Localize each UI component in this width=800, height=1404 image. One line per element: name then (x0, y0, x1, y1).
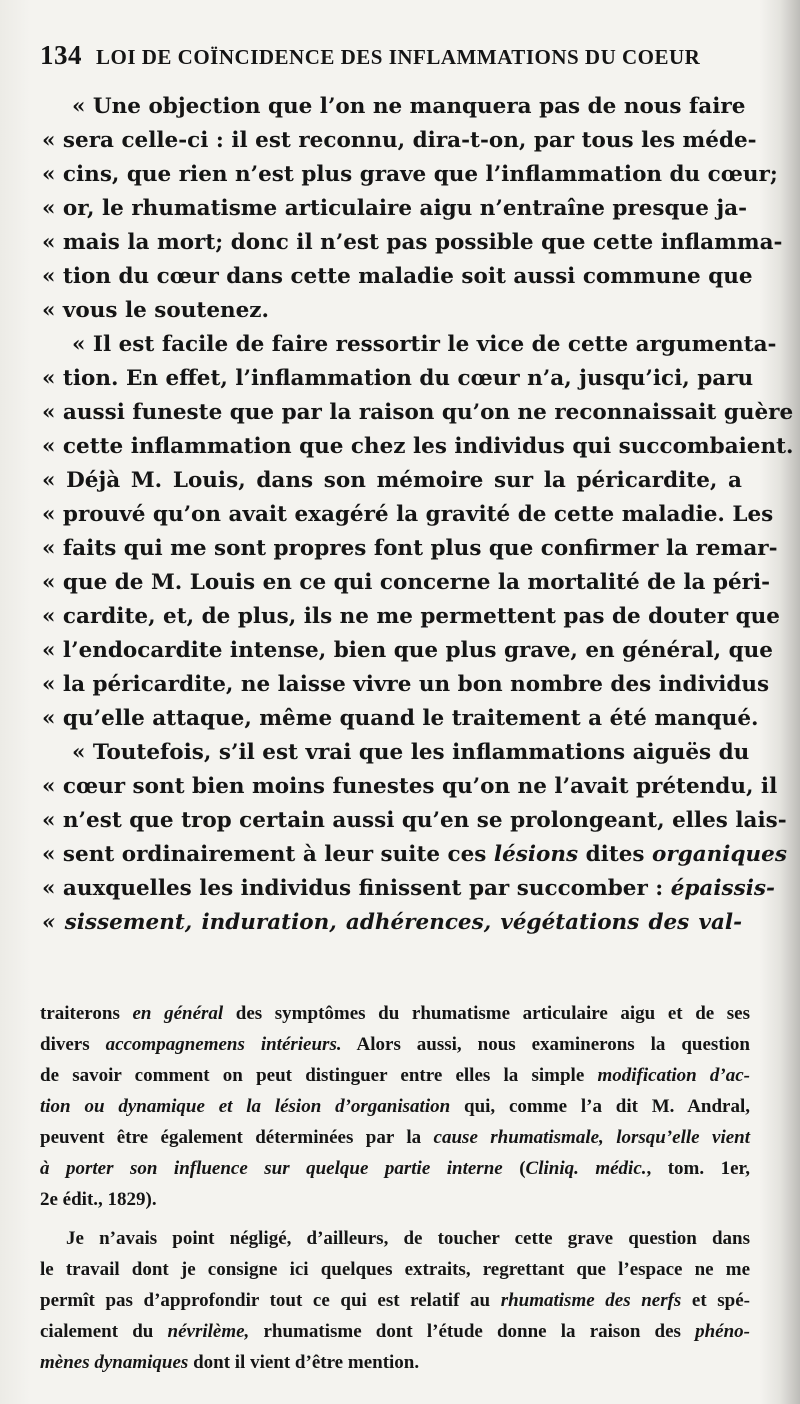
text-segment: permît pas d’approfondir tout ce qui est relatif au (40, 1290, 491, 1311)
footnote-line (40, 1285, 750, 1316)
text-line: « vous le soutenez. (42, 298, 269, 323)
text-segment: rhumatisme dont l’étude donne la raison des (263, 1321, 681, 1342)
italic-term: accompagnemens intérieurs. (105, 1034, 342, 1055)
footnote-line: Je n’avais point négligé, d’ailleurs, de toucher cette grave question dans (66, 1228, 750, 1249)
text-line: « cardite, et, de plus, ils ne me permettent pas de douter que (42, 604, 780, 629)
text-line: « tion. En effet, l’inflammation du cœur n’a, jusqu’ici, paru (42, 366, 754, 391)
text-segment: de savoir comment on peut distinguer entre elles la simple (40, 1065, 585, 1086)
italic-term: en général (132, 1003, 224, 1024)
italic-term: tion ou dynamique et la lésion d’organisation (40, 1096, 451, 1117)
text-line: « cette inflammation que chez les individus qui succombaient. (42, 434, 794, 459)
main-text (42, 90, 794, 940)
text-line: « tion du cœur dans cette maladie soit aussi commune que (42, 264, 753, 289)
italic-term: phéno- (695, 1321, 750, 1342)
text-line: « faits qui me sont propres font plus que confirmer la remar- (42, 536, 778, 561)
text-line: « Il est facile de faire ressortir le vice de cette argumenta- (72, 332, 777, 357)
text-line: « la péricardite, ne laisse vivre un bon nombre des individus (42, 672, 770, 697)
text-line: « Toutefois, s’il est vrai que les inflammations aiguës du (72, 740, 750, 765)
italic-term: lésions (493, 842, 579, 867)
text-line: « or, le rhumatisme articulaire aigu n’entraîne presque ja- (42, 196, 747, 221)
text-line: « prouvé qu’on avait exagéré la gravité de cette maladie. Les (42, 502, 774, 527)
text-line: « sera celle-ci : il est reconnu, dira-t-on, par tous les méde- (42, 128, 757, 153)
text-segment: « sent ordinairement à leur suite ces (42, 842, 487, 867)
footnote-line (40, 1347, 750, 1378)
text-segment: divers (40, 1034, 90, 1055)
text-segment: , tom. 1er, (646, 1158, 750, 1179)
text-segment: qui, comme l’a dit M. Andral, (464, 1096, 751, 1117)
footnote-line (40, 1029, 750, 1060)
text-segment: Alors aussi, nous examinerons la question (356, 1034, 751, 1055)
footnote-line: le travail dont je consigne ici quelques extraits, regrettant que l’espace ne me (40, 1259, 750, 1280)
running-title: LOI DE COÏNCIDENCE DES INFLAMMATIONS DU COEUR (96, 45, 701, 69)
text-segment: traiterons (40, 1003, 120, 1024)
italic-term: organiques (652, 842, 787, 867)
footnote-line (40, 1122, 750, 1153)
italic-term: Cliniq. médic. (525, 1158, 647, 1179)
text-segment: peuvent être également déterminées par la (40, 1127, 422, 1148)
text-line: « aussi funeste que par la raison qu’on ne reconnaissait guère (42, 400, 794, 425)
footnote-line (40, 1316, 750, 1347)
text-line: « l’endocardite intense, bien que plus grave, en général, que (42, 638, 773, 663)
italic-term: modification d’ac- (597, 1065, 751, 1086)
footnote-line (40, 998, 750, 1029)
text-line (42, 872, 775, 906)
text-line: « que de M. Louis en ce qui concerne la mortalité de la péri- (42, 570, 771, 595)
text-line: « cins, que rien n’est plus grave que l’inflammation du cœur; (42, 162, 778, 187)
text-segment: « auxquelles les individus finissent par succomber : (42, 876, 664, 901)
italic-term: mènes dynamiques (40, 1352, 189, 1373)
text-line: « Déjà M. Louis, dans son mémoire sur la péricardite, a (42, 468, 742, 493)
page-number: 134 (40, 40, 82, 70)
running-header (40, 40, 760, 71)
italic-term: névrilème, (167, 1321, 250, 1342)
text-line: « n’est que trop certain aussi qu’en se prolongeant, elles lais- (42, 808, 787, 833)
text-line: « qu’elle attaque, même quand le traitement a été manqué. (42, 706, 759, 731)
footnote (40, 998, 750, 1378)
italic-term: épaissis- (670, 876, 775, 901)
italic-term: « sissement, induration, adhérences, végétations des val- (42, 910, 742, 935)
text-line: « mais la mort; donc il n’est pas possible que cette inflamma- (42, 230, 783, 255)
text-segment: dont il vient d’être mention. (193, 1352, 420, 1373)
footnote-line: 2e édit., 1829). (40, 1189, 157, 1210)
italic-term: rhumatisme des nerfs (500, 1290, 682, 1311)
text-line: « cœur sont bien moins funestes qu’on ne l’avait prétendu, il (42, 774, 778, 799)
text-segment: dites (585, 842, 645, 867)
text-segment: ( (519, 1158, 526, 1179)
footnote-line (40, 1060, 750, 1091)
text-segment: cialement du (40, 1321, 154, 1342)
text-line: « Une objection que l’on ne manquera pas de nous faire (72, 94, 746, 119)
footnote-line (40, 1091, 750, 1122)
footnote-line (40, 1153, 750, 1184)
text-segment: et spé- (691, 1290, 751, 1311)
italic-term: cause rhumatismale, lorsqu’elle vient (433, 1127, 750, 1148)
text-line (42, 906, 742, 940)
text-segment: des symptômes du rhumatisme articulaire aigu et de ses (235, 1003, 751, 1024)
text-line (42, 838, 787, 872)
italic-term: à porter son influence sur quelque partie interne (40, 1158, 503, 1179)
